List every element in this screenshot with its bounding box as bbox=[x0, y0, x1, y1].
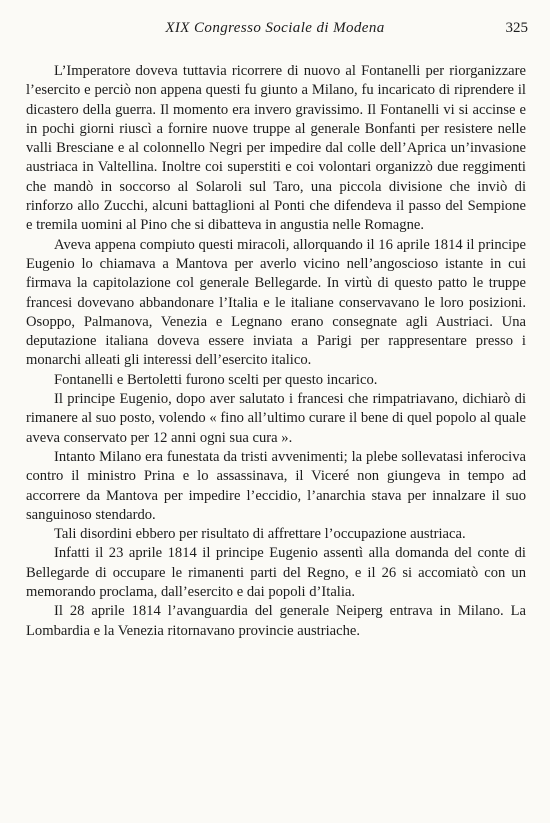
running-head: XIX Congresso Sociale di Modena bbox=[165, 20, 385, 36]
paragraph: Tali disordini ebbero per risultato di affrettare l’occupazione austriaca. bbox=[54, 526, 466, 543]
page-number: 325 bbox=[505, 20, 528, 36]
paragraph: Intanto Milano era funestata da tristi avvenimenti; la plebe sollevatasi inferociva contro il ministro Prina e lo assassinava, il Viceré non giungeva in tempo ad accorrere da Mantova per impedire l’eccidio, l’anarchia stava per innalzare il suo sanguinoso stendardo. bbox=[26, 448, 526, 523]
paragraph: Infatti il 23 aprile 1814 il principe Eugenio assentì alla domanda del conte di Bellegarde di occupare le rimanenti parti del Regno, e il 26 si accomiatò con un memorando proclama, dall’esercito e dai popoli d’Italia. bbox=[26, 545, 526, 601]
paragraph: Il principe Eugenio, dopo aver salutato i francesi che rimpatriavano, dichiarò di rimanere al suo posto, volendo « fino all’ultimo curare il bene di quel popolo al quale aveva conservato per 12 anni ogni sua cura ». bbox=[26, 391, 526, 446]
page-header bbox=[22, 20, 528, 42]
paragraph: L’Imperatore doveva tuttavia ricorrere di nuovo al Fontanelli per riorganizzare l’esercito e perciò non appena questi fu giunto a Milano, fu incaricato di riprendere il dicastero della guerra. Il momento era invero gravissimo. Il Fontanelli vi si accinse e in pochi giorni riuscì a fornire nuove truppe al generale Bonfanti per resistere nelle valli Bresciane e al colonnello Negri per impedire dal colle dell’Aprica un’invasione austriaca in Valtellina. Inoltre coi superstiti e coi volontari organizzò due reggimenti che mandò in soccorso al Solaroli sul Taro, una piccola divisione che inviò di rinforzo allo Zucchi, alcuni battaglioni al Ponti che difendeva il passo del Sempione e tremila uomini al Pino che si dibatteva in angustia nelle Romagne. bbox=[26, 63, 526, 234]
paragraph: Il 28 aprile 1814 l’avanguardia del generale Neiperg entrava in Milano. La Lombardia e la Venezia ritornavano provincie austriache. bbox=[26, 603, 526, 639]
body-text bbox=[26, 62, 526, 641]
paragraph: Fontanelli e Bertoletti furono scelti per questo incarico. bbox=[54, 371, 378, 388]
paragraph: Aveva appena compiuto questi miracoli, allorquando il 16 aprile 1814 il principe Eugenio lo chiamava a Mantova per averlo vicino nell’angoscioso istante in cui firmava la capitolazione col generale Bellegarde. In virtù di questo patto le truppe francesi dovevano abbandonare l’Italia e le italiane conservavano le loro posizioni. Osoppo, Palmanova, Venezia e Legnano erano consegnate agli Austriaci. Una deputazione italiana doveva essere inviata a Parigi per rappresentare presso i monarchi alleati gli interessi dell’esercito italico. bbox=[26, 236, 526, 369]
